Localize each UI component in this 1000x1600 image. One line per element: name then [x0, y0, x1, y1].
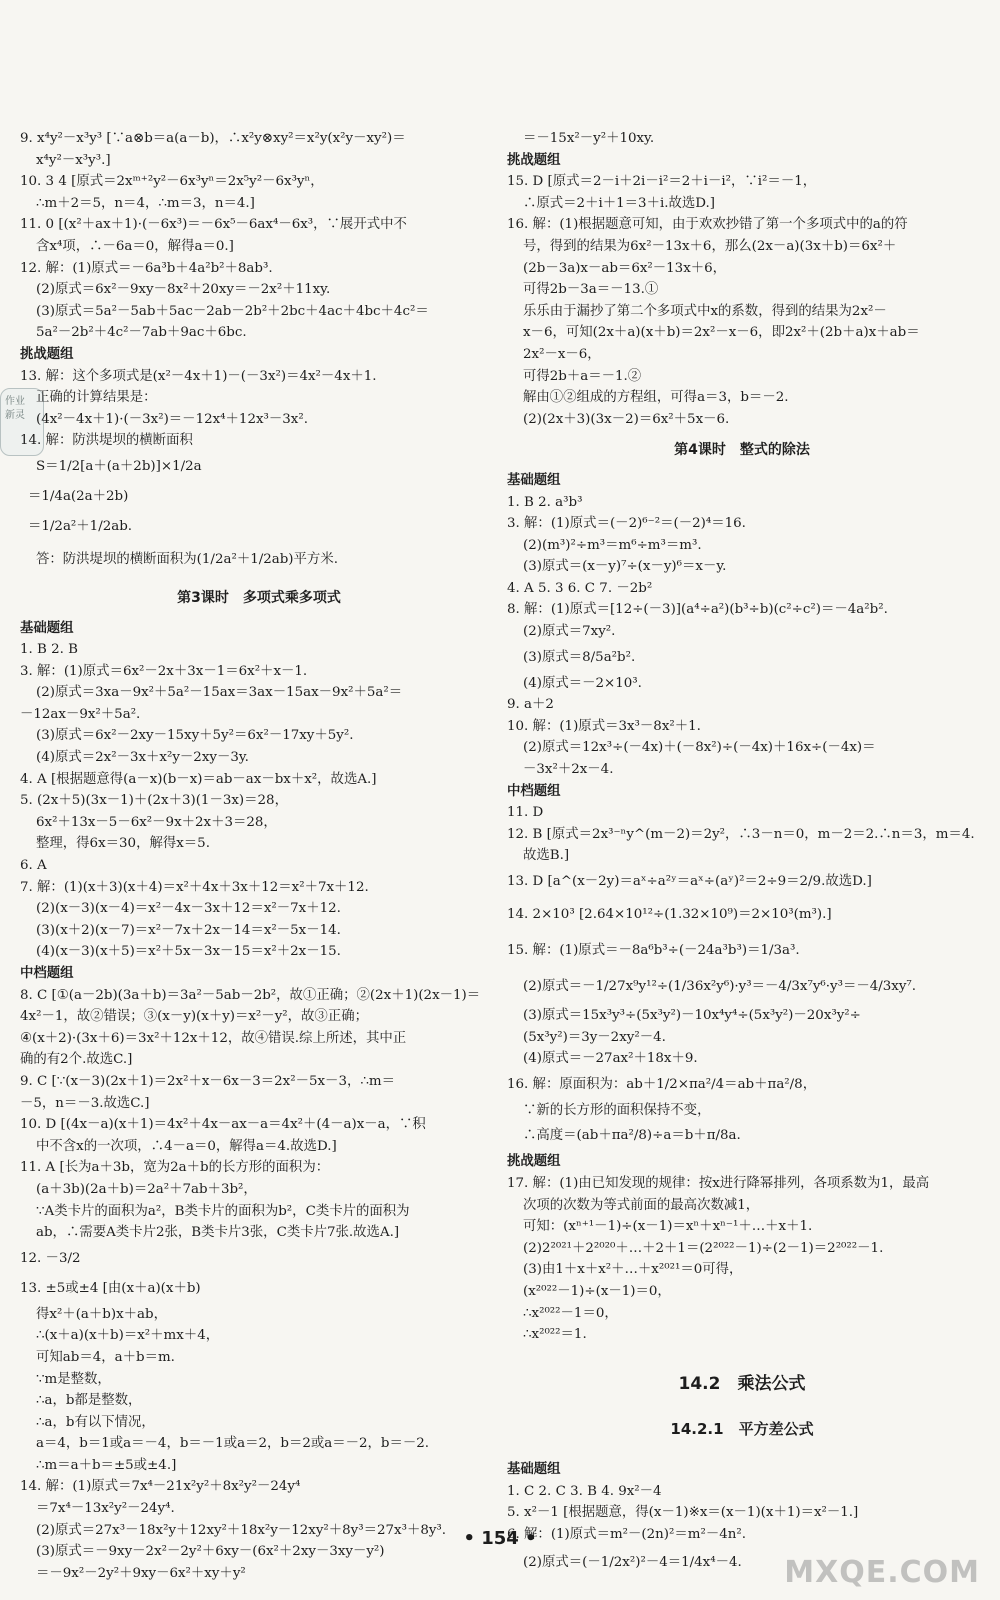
lesson-title: 第3课时 多项式乘多项式: [177, 589, 341, 606]
answer-line: 3. 解：(1)原式＝(－2)⁶⁻²＝(－2)⁴＝16.: [507, 516, 746, 532]
answer-line: 得x²＋(a＋b)x＋ab，: [36, 1306, 167, 1322]
answer-line: 14. 解：(1)原式＝7x⁴－21x²y²＋8x²y²－24y⁴: [20, 1479, 301, 1495]
answer-line: 4x²－1，故②错误；③(x－y)(x＋y)＝x²－y²，故③正确；: [20, 1009, 368, 1025]
lesson-title: 14.2.1 平方差公式: [670, 1420, 814, 1439]
answer-line: a＝4，b＝1或a＝－4，b＝－1或a＝2，b＝2或a＝－2，b＝－2.: [36, 1436, 430, 1452]
answer-line: (2)(m³)²÷m³＝m⁶÷m³＝m³.: [523, 537, 702, 553]
answer-line: 14. 解：防洪堤坝的横断面积: [20, 433, 193, 449]
answer-line: S＝1/2[a＋(a＋2b)]×1/2a: [36, 458, 202, 474]
answer-line: (2)(2x＋3)(3x－2)＝6x²＋5x－6.: [523, 411, 730, 427]
answer-line: (3)原式＝6x²－2xy－15xy＋5y²＝6x²－17xy＋5y².: [36, 728, 354, 744]
answer-line: 8. 解：(1)原式＝[12÷(－3)](a⁴÷a²)(b³÷b)(c²÷c²)＝－4a²b².: [507, 602, 888, 618]
answer-line: 11. D: [507, 805, 544, 821]
answer-line: 乐乐由于漏抄了第二个多项式中x的系数，得到的结果为2x²－: [523, 303, 887, 319]
answer-line: 9. C [∵(x－3)(2x＋1)＝2x²＋x－6x－3＝2x²－5x－3，∴m＝: [20, 1073, 395, 1089]
answer-line: 答：防洪堤坝的横断面积为(1/2a²＋1/2ab)平方米.: [36, 551, 338, 567]
answer-line: 7. 解：(1)(x＋3)(x＋4)＝x²＋4x＋3x＋12＝x²＋7x＋12.: [20, 879, 369, 895]
answer-line: 可知ab＝4，a＋b＝m.: [36, 1349, 175, 1365]
answer-line: 5. (2x＋5)(3x－1)＋(2x＋3)(1－3x)＝28，: [20, 793, 288, 809]
answer-line: ＝－15x²－y²＋10xy.: [523, 131, 655, 146]
watermark-text: MXQE.COM: [784, 1555, 980, 1590]
answer-line: x－6，可知(2x＋a)(x＋b)＝2x²－x－6，即2x²＋(2b＋a)x＋ab＝: [523, 325, 920, 341]
answer-line: (3)由1＋x＋x²＋…＋x²⁰²¹＝0可得，: [523, 1262, 743, 1278]
answer-line: (4x²－4x＋1)·(－3x²)＝－12x⁴＋12x³－3x².: [36, 411, 308, 427]
answer-line: ∵m是整数，: [36, 1371, 111, 1387]
answer-line: 8. C [①(a－2b)(3a＋b)＝3a²－5ab－2b²，故①正确；②(2x＋1)(2x－1)＝: [20, 987, 481, 1003]
answer-line: 号，得到的结果为6x²－13x＋6，那么(2x－a)(3x＋b)＝6x²＋: [523, 238, 897, 254]
answer-line: ∴x²⁰²²＝1.: [523, 1327, 587, 1343]
answer-line: 17. 解：(1)由已知发现的规律：按x进行降幂排列，各项系数为1，最高: [507, 1175, 930, 1191]
answer-line: 14. 2×10³ [2.64×10¹²÷(1.32×10⁹)＝2×10³(m³).]: [507, 907, 832, 922]
section-heading: 挑战题组: [507, 1154, 561, 1170]
answer-line: (2)原式＝3xa－9x²＋5a²－15ax＝3ax－15ax－9x²＋5a²＝: [36, 685, 403, 701]
section-heading: 中档题组: [507, 783, 561, 799]
answer-line: ∴原式＝2＋i＋1＝3＋i.故选D.]: [523, 195, 716, 211]
answer-line: 1. B 2. a³b³: [507, 494, 583, 510]
answer-line: ∵新的长方形的面积保持不变，: [523, 1102, 711, 1118]
answer-line: 10. 解：(1)原式＝3x³－8x²＋1.: [507, 718, 701, 734]
answer-line: 可得2b＋a＝－1.②: [523, 368, 642, 384]
section-heading: 基础题组: [507, 1461, 561, 1477]
answer-line: 整理，得6x＝30，解得x＝5.: [36, 836, 210, 852]
answer-line: (2)原式＝7xy².: [523, 624, 616, 640]
answer-line: ∴x²⁰²²－1＝0，: [523, 1305, 618, 1321]
answer-line: 6x²＋13x－5－6x²－9x＋2x＋3＝28，: [36, 814, 277, 830]
answer-line: 16. 解：原面积为：ab＋1/2×πa²/4＝ab＋πa²/8，: [507, 1076, 817, 1092]
answer-line: 11. 0 [(x²＋ax＋1)·(－6x³)＝－6x⁵－6ax⁴－6x³，∵展开式中不: [20, 217, 407, 233]
answer-line: 15. D [原式＝2－i＋2i－i²＝2＋i－i²，∵i²＝－1，: [507, 174, 817, 190]
answer-line: ④(x＋2)·(3x＋6)＝3x²＋12x＋12，故④错误.综上所述，其中正: [20, 1030, 407, 1046]
answer-line: 可知：(xⁿ⁺¹－1)÷(x－1)＝xⁿ＋xⁿ⁻¹＋…＋x＋1.: [523, 1219, 813, 1235]
answer-line: 12. 解：(1)原式＝－6a³b＋4a²b²＋8ab³.: [20, 260, 273, 276]
lesson-title: 14.2 乘法公式: [678, 1373, 806, 1394]
answer-line: (2)原式＝6x²－9xy－8x²＋20xy＝－2x²＋11xy.: [36, 282, 331, 298]
answer-line: 4. A 5. 3 6. C 7. －2b²: [507, 580, 653, 596]
answer-line: 1. B 2. B: [20, 642, 79, 658]
answer-line: 13. D [a^(x－2y)＝aˣ÷a²ʸ＝aˣ÷(aʸ)²＝2÷9＝2/9.故选D.]: [507, 874, 872, 889]
answer-line: 10. D [(4x－a)(x＋1)＝4x²＋4x－ax－a＝4x²＋(4－a)x－a，∵积: [20, 1117, 426, 1133]
site-watermark: [770, 1510, 980, 1590]
answer-line: 正确的计算结果是：: [36, 390, 157, 406]
answer-line: ＝7x⁴－13x²y²－24y⁴.: [36, 1501, 175, 1517]
right-column: [507, 128, 977, 1581]
answer-line: ∴a，b都是整数，: [36, 1393, 142, 1409]
answer-line: 16. 解：(1)根据题意可知，由于欢欢抄错了第一个多项式中的a的符: [507, 217, 908, 233]
answer-line: ∴高度＝(ab＋πa²/8)÷a＝b＋π/8a.: [523, 1128, 741, 1144]
answer-line: 15. 解：(1)原式＝－8a⁶b³÷(－24a³b³)＝1/3a³.: [507, 943, 800, 958]
answer-line: ＝－9x²－2y²＋9xy－6x²＋xy＋y²: [36, 1565, 246, 1581]
answer-line: ∴m＋2＝5，n＝4，∴m＝3，n＝4.]: [36, 195, 255, 211]
answer-line: 4. A [根据题意得(a－x)(b－x)＝ab－ax－bx＋x²，故选A.]: [20, 771, 377, 787]
stamp-line-1: 作业: [5, 396, 25, 407]
answer-line: x⁴y²－x³y³.]: [36, 152, 111, 168]
section-heading: 中档题组: [20, 966, 74, 981]
answer-line: ab，∴需要A类卡片2张，B类卡片3张，C类卡片7张.故选A.]: [36, 1225, 400, 1241]
answer-line: (3)原式＝5a²－5ab＋5ac－2ab－2b²＋2bc＋4ac＋4bc＋4c²＝: [36, 303, 429, 319]
answer-line: 可得2b－3a＝－13.①: [523, 282, 659, 298]
answer-line: －12ax－9x²＋5a².: [20, 706, 141, 722]
answer-line: 13. 解：这个多项式是(x²－4x＋1)－(－3x²)＝4x²－4x＋1.: [20, 368, 377, 384]
answer-line: 确的有2个.故选C.]: [20, 1052, 133, 1068]
section-heading: 基础题组: [507, 472, 561, 488]
answer-line: 含x⁴项，∴－6a＝0，解得a＝0.]: [36, 238, 234, 254]
answer-line: (2)2²⁰²¹＋2²⁰²⁰＋…＋2＋1＝(2²⁰²²－1)÷(2－1)＝2²⁰²²－1.: [523, 1240, 884, 1256]
answer-line: －3x²＋2x－4.: [523, 762, 614, 778]
answer-line: －5，n＝－3.故选C.]: [20, 1095, 150, 1111]
answer-line: (4)原式＝－2×10³.: [523, 675, 642, 691]
answer-line: 解由①②组成的方程组，可得a＝3，b＝－2.: [523, 390, 789, 406]
answer-line: 6. 解：(1)原式＝m²－(2n)²＝m²－4n².: [507, 1526, 746, 1542]
answer-line: (x²⁰²²－1)÷(x－1)＝0，: [523, 1283, 671, 1299]
answer-line: (3)原式＝8/5a²b².: [523, 649, 636, 665]
stamp-line-2: 新灵: [5, 410, 25, 421]
answer-line: (a＋3b)(2a＋b)＝2a²＋7ab＋3b²，: [36, 1181, 257, 1197]
answer-line: 9. x⁴y²－x³y³ [∵a⊗b＝a(a－b)，∴x²y⊗xy²＝x²y(x²y－xy²)＝: [20, 131, 406, 146]
section-heading: 基础题组: [20, 620, 74, 636]
answer-line: (3)原式＝－9xy－2x²－2y²＋6xy－(6x²＋2xy－3xy－y²): [36, 1544, 385, 1560]
answer-line: 次项的次数为等式前面的最高次数减1，: [523, 1197, 760, 1213]
answer-line: 故选B.]: [523, 848, 570, 864]
answer-line: ∴(x＋a)(x＋b)＝x²＋mx＋4，: [36, 1328, 220, 1344]
answer-line: 12. B [原式＝2x³⁻ⁿy^(m－2)＝2y²，∴3－n＝0，m－2＝2.∴n＝3，m＝4.: [507, 826, 975, 842]
answer-line: 12. －3/2: [20, 1250, 81, 1266]
answer-line: 10. 3 4 [原式＝2xᵐ⁺²y²－6x³yⁿ＝2x⁵y²－6x³yⁿ，: [20, 174, 324, 190]
answer-line: 1. C 2. C 3. B 4. 9x²－4: [507, 1483, 662, 1499]
answer-line: 中不含x的一次项，∴4－a＝0，解得a＝4.故选D.]: [36, 1138, 337, 1154]
answer-line: (3)原式＝15x³y³÷(5x³y²)－10x⁴y⁴÷(5x³y²)－20x³y²÷: [523, 1008, 861, 1023]
answer-line: (3)(x＋2)(x－7)＝x²－7x＋2x－14＝x²－5x－14.: [36, 922, 341, 938]
answer-line: (2)原式＝12x³÷(－4x)＋(－8x²)÷(－4x)＋16x÷(－4x)＝: [523, 740, 876, 756]
answer-line: (2)原式＝(－1/2x²)²－4＝1/4x⁴－4.: [523, 1555, 742, 1571]
answer-line: (4)(x－3)(x＋5)＝x²＋5x－3x－15＝x²＋2x－15.: [36, 944, 341, 960]
section-heading: 挑战题组: [20, 346, 74, 362]
answer-line: 9. a＋2: [507, 697, 554, 713]
answer-line: (2)原式＝27x³－18x²y＋12xy²＋18x²y－12xy²＋8y³＝27x³＋8y³.: [36, 1522, 447, 1538]
answer-line: 13. ±5或±4 [由(x＋a)(x＋b): [20, 1280, 201, 1296]
answer-line: (2)原式＝－1/27x⁹y¹²÷(1/36x²y⁶)·y³＝－4/3x⁷y⁶·y³＝－4/3xy⁷.: [523, 979, 917, 994]
answer-line: 3. 解：(1)原式＝6x²－2x＋3x－1＝6x²＋x－1.: [20, 663, 308, 679]
answer-line: ∵A类卡片的面积为a²，B类卡片的面积为b²，C类卡片的面积为: [36, 1203, 410, 1219]
answer-line: (2)(x－3)(x－4)＝x²－4x－3x＋12＝x²－7x＋12.: [36, 901, 341, 917]
answer-line: 11. A [长为a＋3b，宽为2a＋b的长方形的面积为：: [20, 1160, 330, 1176]
left-column: [20, 128, 498, 1584]
answer-line: (5x³y²)＝3y－2xy²－4.: [523, 1029, 666, 1045]
answer-line: (2b－3a)x－ab＝6x²－13x＋6，: [523, 260, 727, 276]
answer-line: (4)原式＝2x²－3x＋x²y－2xy－3y.: [36, 750, 249, 766]
lesson-title: 第4课时 整式的除法: [674, 442, 810, 459]
section-heading: 挑战题组: [507, 152, 561, 168]
answer-line: 5a²－2b²＋4c²－7ab＋9ac＋6bc.: [36, 325, 247, 341]
answer-line: 6. A: [20, 858, 47, 874]
answer-line: ∴a，b有以下情况，: [36, 1414, 155, 1430]
answer-line: 5. x²－1 [根据题意，得(x－1)※x＝(x－1)(x＋1)＝x²－1.]: [507, 1505, 859, 1521]
answer-line: (3)原式＝(x－y)⁷÷(x－y)⁶＝x－y.: [523, 559, 727, 575]
page-number: • 154 •: [463, 1528, 537, 1549]
answer-line: 2x²－x－6，: [523, 346, 601, 362]
answer-line: (4)原式＝－27ax²＋18x＋9.: [523, 1051, 698, 1067]
answer-line: ＝1/4a(2a＋2b): [28, 488, 129, 504]
answer-line: ∴m＝a＋b＝±5或±4.]: [36, 1457, 177, 1473]
answer-line: ＝1/2a²＋1/2ab.: [28, 518, 133, 534]
